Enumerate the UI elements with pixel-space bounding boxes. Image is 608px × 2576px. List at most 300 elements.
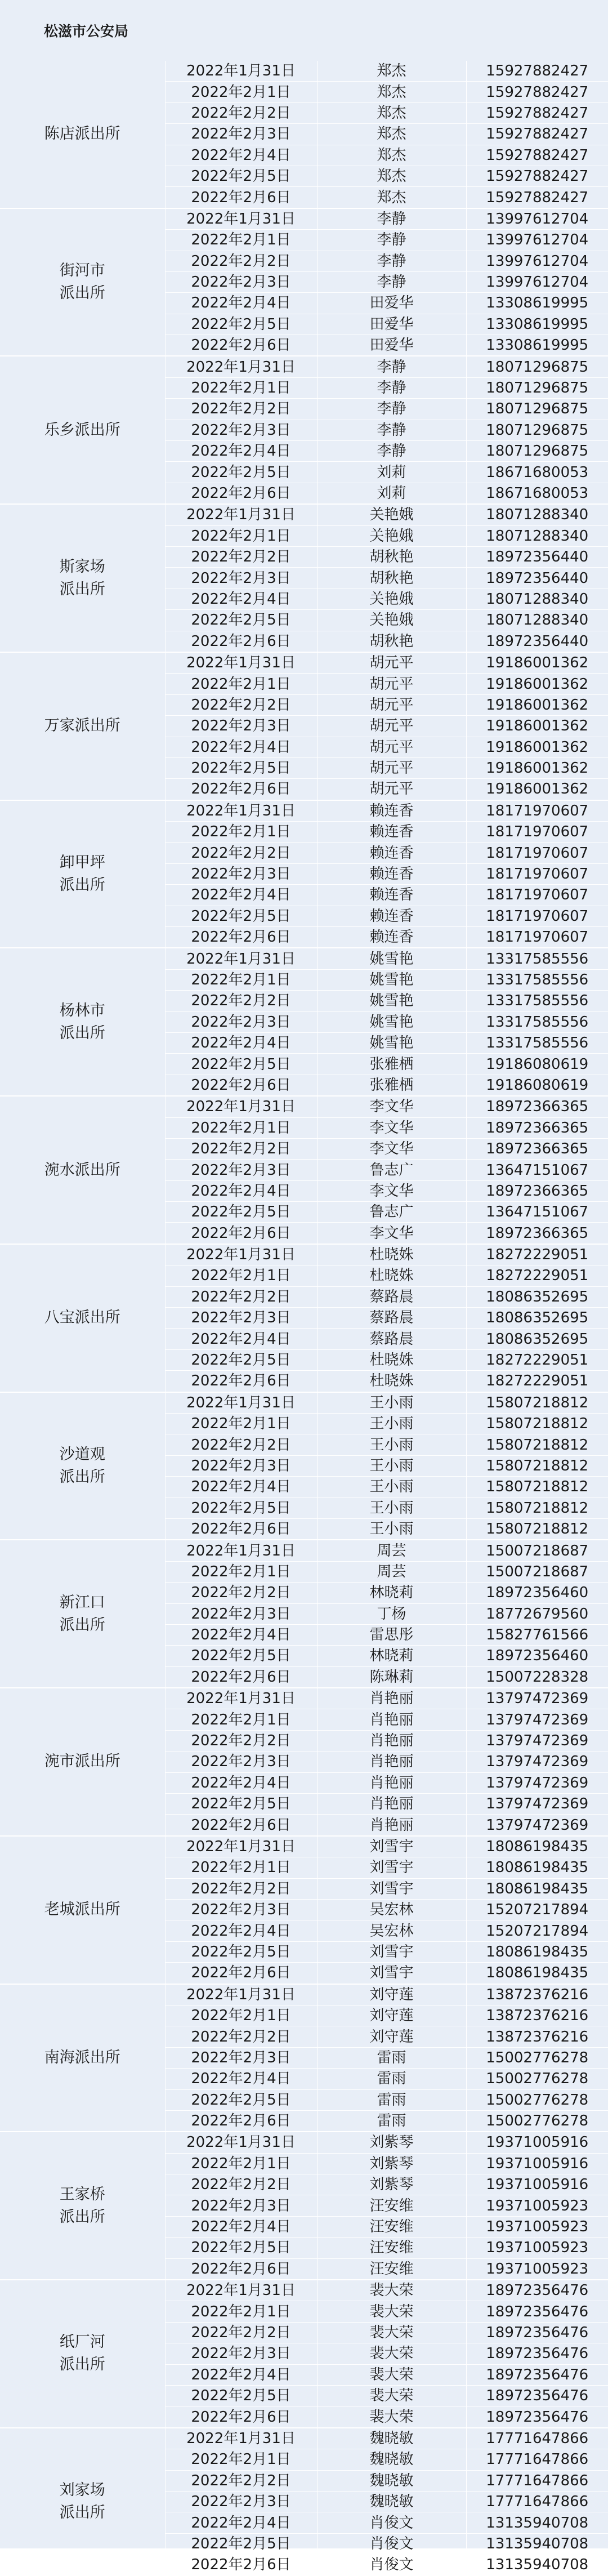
station-name-cell: 万家派出所: [0, 652, 165, 800]
officer-name-cell: 张雅栖: [317, 1075, 466, 1096]
officer-name-cell: 魏晓敏: [317, 2428, 466, 2449]
phone-cell: 18972356440: [466, 631, 608, 652]
officer-name-cell: 陈琳莉: [317, 1666, 466, 1688]
phone-cell: 13647151067: [466, 1160, 608, 1180]
table-row: [0, 1984, 608, 2005]
officer-name-cell: 田爱华: [317, 335, 466, 356]
phone-cell: 18071288340: [466, 525, 608, 546]
phone-cell: 18972356460: [466, 1646, 608, 1666]
officer-name-cell: 刘雪宇: [317, 1941, 466, 1962]
officer-name-cell: 雷思彤: [317, 1624, 466, 1645]
phone-cell: 15807218812: [466, 1414, 608, 1434]
officer-name-cell: 赖连香: [317, 800, 466, 822]
phone-cell: 13135940708: [466, 2512, 608, 2533]
phone-cell: 15002776278: [466, 2047, 608, 2068]
date-cell: 2022年2月3日: [165, 716, 317, 737]
date-cell: 2022年2月5日: [165, 314, 317, 335]
phone-cell: 13797472369: [466, 1751, 608, 1772]
phone-cell: 19186001362: [466, 779, 608, 800]
date-cell: 2022年2月5日: [165, 2533, 317, 2554]
phone-cell: 13872376216: [466, 1984, 608, 2005]
officer-name-cell: 李静: [317, 356, 466, 377]
phone-cell: 13797472369: [466, 1730, 608, 1751]
phone-cell: 18086352695: [466, 1286, 608, 1307]
phone-cell: 17771647866: [466, 2449, 608, 2470]
officer-name-cell: 魏晓敏: [317, 2449, 466, 2470]
date-cell: 2022年2月2日: [165, 1583, 317, 1603]
date-cell: 2022年1月31日: [165, 1688, 317, 1709]
officer-name-cell: 刘雪宇: [317, 1857, 466, 1878]
table-row: [0, 2280, 608, 2301]
date-cell: 2022年2月2日: [165, 2470, 317, 2491]
date-cell: 2022年1月31日: [165, 504, 317, 525]
officer-name-cell: 姚雪艳: [317, 969, 466, 990]
officer-name-cell: 赖连香: [317, 822, 466, 843]
officer-name-cell: 刘守莲: [317, 1984, 466, 2005]
phone-cell: 15807218812: [466, 1518, 608, 1540]
phone-cell: 15927882427: [466, 61, 608, 82]
phone-cell: 18171970607: [466, 863, 608, 884]
phone-cell: 13797472369: [466, 1772, 608, 1793]
officer-name-cell: 李静: [317, 420, 466, 440]
date-cell: 2022年2月6日: [165, 1075, 317, 1096]
phone-cell: 18071296875: [466, 420, 608, 440]
table-row: [0, 1244, 608, 1265]
date-cell: 2022年2月4日: [165, 293, 317, 314]
date-cell: 2022年2月1日: [165, 1857, 317, 1878]
officer-name-cell: 关艳娥: [317, 610, 466, 631]
station-name-cell: 纸厂河 派出所: [0, 2280, 165, 2428]
officer-name-cell: 郑杰: [317, 166, 466, 186]
officer-name-cell: 李文华: [317, 1180, 466, 1201]
phone-cell: 18071296875: [466, 399, 608, 420]
date-cell: 2022年2月4日: [165, 1772, 317, 1793]
officer-name-cell: 李静: [317, 230, 466, 251]
phone-cell: 19371005916: [466, 2132, 608, 2153]
officer-name-cell: 魏晓敏: [317, 2470, 466, 2491]
station-name-cell: 刘家场 派出所: [0, 2428, 165, 2576]
phone-cell: 18671680053: [466, 462, 608, 483]
phone-cell: 18972356460: [466, 1583, 608, 1603]
date-cell: 2022年2月4日: [165, 885, 317, 906]
date-cell: 2022年1月31日: [165, 652, 317, 674]
phone-cell: 15927882427: [466, 82, 608, 102]
duty-table-body: [0, 61, 608, 2575]
date-cell: 2022年2月2日: [165, 399, 317, 420]
officer-name-cell: 刘紫琴: [317, 2153, 466, 2174]
date-cell: 2022年2月5日: [165, 906, 317, 926]
date-cell: 2022年2月3日: [165, 271, 317, 292]
phone-cell: 18086198435: [466, 1941, 608, 1962]
date-cell: 2022年2月3日: [165, 124, 317, 145]
date-cell: 2022年2月4日: [165, 1920, 317, 1941]
phone-cell: 15927882427: [466, 166, 608, 186]
date-cell: 2022年2月1日: [165, 1414, 317, 1434]
date-cell: 2022年2月4日: [165, 1180, 317, 1201]
table-row: [0, 948, 608, 969]
station-name-cell: 乐乡派出所: [0, 356, 165, 504]
date-cell: 2022年2月6日: [165, 927, 317, 948]
date-cell: 2022年2月2日: [165, 843, 317, 863]
phone-cell: 17771647866: [466, 2491, 608, 2512]
officer-name-cell: 胡秋艳: [317, 568, 466, 589]
phone-cell: 13997612704: [466, 208, 608, 230]
phone-cell: 18972356476: [466, 2301, 608, 2322]
officer-name-cell: 雷雨: [317, 2047, 466, 2068]
date-cell: 2022年2月2日: [165, 1878, 317, 1899]
officer-name-cell: 李文华: [317, 1096, 466, 1117]
officer-name-cell: 王小雨: [317, 1455, 466, 1476]
phone-cell: 19186001362: [466, 716, 608, 737]
date-cell: 2022年2月3日: [165, 863, 317, 884]
date-cell: 2022年2月6日: [165, 2258, 317, 2280]
phone-cell: 18171970607: [466, 885, 608, 906]
officer-name-cell: 李静: [317, 377, 466, 398]
officer-name-cell: 姚雪艳: [317, 1032, 466, 1053]
phone-cell: 18086352695: [466, 1308, 608, 1329]
table-row: [0, 1540, 608, 1561]
officer-name-cell: 李静: [317, 271, 466, 292]
date-cell: 2022年2月5日: [165, 462, 317, 483]
phone-cell: 15007228328: [466, 1666, 608, 1688]
date-cell: 2022年1月31日: [165, 948, 317, 969]
date-cell: 2022年2月2日: [165, 1730, 317, 1751]
date-cell: 2022年2月2日: [165, 2322, 317, 2343]
officer-name-cell: 郑杰: [317, 145, 466, 166]
date-cell: 2022年2月2日: [165, 2026, 317, 2047]
date-cell: 2022年2月1日: [165, 1265, 317, 1286]
officer-name-cell: 刘雪宇: [317, 1836, 466, 1857]
date-cell: 2022年2月1日: [165, 377, 317, 398]
table-row: [0, 1836, 608, 1857]
officer-name-cell: 李静: [317, 399, 466, 420]
station-name-cell: 卸甲坪 派出所: [0, 800, 165, 948]
phone-cell: 19186001362: [466, 674, 608, 694]
officer-name-cell: 肖艳丽: [317, 1709, 466, 1730]
officer-name-cell: 雷雨: [317, 2089, 466, 2110]
duty-table: [0, 61, 608, 2576]
phone-cell: 18972366365: [466, 1180, 608, 1201]
date-cell: 2022年2月3日: [165, 1603, 317, 1624]
page-title: 松滋市公安局: [44, 23, 129, 39]
phone-cell: 15807218812: [466, 1434, 608, 1455]
date-cell: 2022年1月31日: [165, 1244, 317, 1265]
officer-name-cell: 郑杰: [317, 102, 466, 123]
phone-cell: 18086198435: [466, 1878, 608, 1899]
officer-name-cell: 雷雨: [317, 2110, 466, 2132]
officer-name-cell: 林晓莉: [317, 1646, 466, 1666]
phone-cell: 18772679560: [466, 1603, 608, 1624]
station-name-cell: 新江口 派出所: [0, 1540, 165, 1688]
date-cell: 2022年1月31日: [165, 2280, 317, 2301]
officer-name-cell: 裴大荣: [317, 2364, 466, 2385]
date-cell: 2022年2月3日: [165, 1160, 317, 1180]
date-cell: 2022年2月2日: [165, 2174, 317, 2195]
phone-cell: 18972356476: [466, 2343, 608, 2364]
phone-cell: 18086198435: [466, 1963, 608, 1984]
phone-cell: 15207217894: [466, 1899, 608, 1920]
officer-name-cell: 肖俊文: [317, 2555, 466, 2576]
date-cell: 2022年2月4日: [165, 145, 317, 166]
date-cell: 2022年2月3日: [165, 2491, 317, 2512]
officer-name-cell: 张雅栖: [317, 1054, 466, 1075]
officer-name-cell: 胡元平: [317, 737, 466, 757]
date-cell: 2022年2月4日: [165, 2069, 317, 2089]
phone-cell: 18972366365: [466, 1117, 608, 1138]
officer-name-cell: 关艳娥: [317, 589, 466, 609]
date-cell: 2022年1月31日: [165, 61, 317, 82]
date-cell: 2022年2月5日: [165, 1941, 317, 1962]
station-name-cell: 斯家场 派出所: [0, 504, 165, 652]
officer-name-cell: 裴大荣: [317, 2280, 466, 2301]
officer-name-cell: 关艳娥: [317, 525, 466, 546]
phone-cell: 18972356440: [466, 546, 608, 567]
date-cell: 2022年2月5日: [165, 757, 317, 778]
date-cell: 2022年2月1日: [165, 525, 317, 546]
phone-cell: 13797472369: [466, 1794, 608, 1815]
date-cell: 2022年1月31日: [165, 1540, 317, 1561]
phone-cell: 18086198435: [466, 1857, 608, 1878]
phone-cell: 18972356476: [466, 2322, 608, 2343]
phone-cell: 18272229051: [466, 1349, 608, 1370]
phone-cell: 18086352695: [466, 1329, 608, 1349]
phone-cell: 18972356476: [466, 2364, 608, 2385]
officer-name-cell: 胡秋艳: [317, 631, 466, 652]
phone-cell: 15207217894: [466, 1920, 608, 1941]
phone-cell: 18071288340: [466, 504, 608, 525]
station-name-cell: 涴水派出所: [0, 1096, 165, 1244]
officer-name-cell: 肖艳丽: [317, 1772, 466, 1793]
phone-cell: 19371005923: [466, 2195, 608, 2216]
date-cell: 2022年2月6日: [165, 483, 317, 504]
phone-cell: 15927882427: [466, 187, 608, 208]
officer-name-cell: 李文华: [317, 1117, 466, 1138]
officer-name-cell: 田爱华: [317, 314, 466, 335]
officer-name-cell: 吴宏林: [317, 1920, 466, 1941]
table-row: [0, 504, 608, 525]
phone-cell: 13308619995: [466, 293, 608, 314]
officer-name-cell: 胡秋艳: [317, 546, 466, 567]
table-row: [0, 2428, 608, 2449]
table-row: [0, 1392, 608, 1414]
phone-cell: 13135940708: [466, 2533, 608, 2554]
officer-name-cell: 刘守莲: [317, 2026, 466, 2047]
phone-cell: 13135940708: [466, 2555, 608, 2576]
phone-cell: 15807218812: [466, 1498, 608, 1518]
date-cell: 2022年2月3日: [165, 1455, 317, 1476]
date-cell: 2022年2月2日: [165, 1138, 317, 1159]
officer-name-cell: 肖俊文: [317, 2533, 466, 2554]
date-cell: 2022年2月4日: [165, 2364, 317, 2385]
officer-name-cell: 杜晓姝: [317, 1244, 466, 1265]
officer-name-cell: 裴大荣: [317, 2406, 466, 2428]
date-cell: 2022年2月4日: [165, 737, 317, 757]
officer-name-cell: 鲁志广: [317, 1202, 466, 1223]
date-cell: 2022年2月1日: [165, 969, 317, 990]
phone-cell: 19371005916: [466, 2174, 608, 2195]
phone-cell: 18071288340: [466, 610, 608, 631]
officer-name-cell: 王小雨: [317, 1414, 466, 1434]
station-name-cell: 涴市派出所: [0, 1688, 165, 1836]
officer-name-cell: 郑杰: [317, 187, 466, 208]
phone-cell: 13872376216: [466, 2005, 608, 2026]
station-name-cell: 陈店派出所: [0, 61, 165, 208]
officer-name-cell: 蔡路晨: [317, 1329, 466, 1349]
officer-name-cell: 鲁志广: [317, 1160, 466, 1180]
date-cell: 2022年2月2日: [165, 991, 317, 1011]
phone-cell: 18171970607: [466, 927, 608, 948]
table-row: [0, 652, 608, 674]
date-cell: 2022年2月6日: [165, 1963, 317, 1984]
date-cell: 2022年2月5日: [165, 1646, 317, 1666]
station-name-cell: 沙道观 派出所: [0, 1392, 165, 1540]
table-row: [0, 1096, 608, 1117]
date-cell: 2022年2月1日: [165, 2005, 317, 2026]
phone-cell: 17771647866: [466, 2470, 608, 2491]
phone-cell: 18071288340: [466, 589, 608, 609]
officer-name-cell: 胡元平: [317, 716, 466, 737]
phone-cell: 19371005916: [466, 2153, 608, 2174]
officer-name-cell: 胡元平: [317, 757, 466, 778]
officer-name-cell: 李静: [317, 208, 466, 230]
table-row: [0, 800, 608, 822]
date-cell: 2022年2月6日: [165, 2406, 317, 2428]
date-cell: 2022年2月1日: [165, 674, 317, 694]
officer-name-cell: 汪安维: [317, 2258, 466, 2280]
officer-name-cell: 李文华: [317, 1223, 466, 1244]
phone-cell: 18171970607: [466, 800, 608, 822]
phone-cell: 13647151067: [466, 1202, 608, 1223]
officer-name-cell: 肖俊文: [317, 2512, 466, 2533]
date-cell: 2022年2月5日: [165, 1794, 317, 1815]
phone-cell: 18272229051: [466, 1371, 608, 1392]
phone-cell: 19371005923: [466, 2258, 608, 2280]
officer-name-cell: 魏晓敏: [317, 2491, 466, 2512]
phone-cell: 13317585556: [466, 991, 608, 1011]
officer-name-cell: 肖艳丽: [317, 1815, 466, 1836]
officer-name-cell: 郑杰: [317, 82, 466, 102]
officer-name-cell: 王小雨: [317, 1392, 466, 1414]
date-cell: 2022年2月4日: [165, 441, 317, 462]
officer-name-cell: 蔡路晨: [317, 1308, 466, 1329]
officer-name-cell: 肖艳丽: [317, 1688, 466, 1709]
officer-name-cell: 赖连香: [317, 843, 466, 863]
phone-cell: 13317585556: [466, 969, 608, 990]
phone-cell: 18972356476: [466, 2385, 608, 2406]
date-cell: 2022年1月31日: [165, 1096, 317, 1117]
date-cell: 2022年2月2日: [165, 251, 317, 271]
date-cell: 2022年2月1日: [165, 822, 317, 843]
officer-name-cell: 汪安维: [317, 2216, 466, 2237]
officer-name-cell: 林晓莉: [317, 1583, 466, 1603]
officer-name-cell: 刘莉: [317, 483, 466, 504]
phone-cell: 13317585556: [466, 1032, 608, 1053]
date-cell: 2022年2月6日: [165, 1518, 317, 1540]
date-cell: 2022年2月5日: [165, 1349, 317, 1370]
officer-name-cell: 关艳娥: [317, 504, 466, 525]
phone-cell: 18671680053: [466, 483, 608, 504]
date-cell: 2022年1月31日: [165, 1836, 317, 1857]
officer-name-cell: 刘紫琴: [317, 2174, 466, 2195]
station-name-cell: 王家桥 派出所: [0, 2132, 165, 2280]
table-row: [0, 1688, 608, 1709]
officer-name-cell: 王小雨: [317, 1498, 466, 1518]
officer-name-cell: 姚雪艳: [317, 948, 466, 969]
date-cell: 2022年2月6日: [165, 2110, 317, 2132]
officer-name-cell: 肖艳丽: [317, 1751, 466, 1772]
station-name-cell: 南海派出所: [0, 1984, 165, 2132]
officer-name-cell: 王小雨: [317, 1477, 466, 1498]
page-header: [0, 0, 608, 61]
officer-name-cell: 胡元平: [317, 779, 466, 800]
phone-cell: 18272229051: [466, 1244, 608, 1265]
phone-cell: 19186001362: [466, 694, 608, 715]
date-cell: 2022年2月5日: [165, 1202, 317, 1223]
officer-name-cell: 肖艳丽: [317, 1794, 466, 1815]
phone-cell: 15927882427: [466, 124, 608, 145]
date-cell: 2022年1月31日: [165, 800, 317, 822]
date-cell: 2022年2月6日: [165, 1371, 317, 1392]
phone-cell: 19186080619: [466, 1075, 608, 1096]
table-row: [0, 208, 608, 230]
officer-name-cell: 赖连香: [317, 863, 466, 884]
date-cell: 2022年2月3日: [165, 2343, 317, 2364]
officer-name-cell: 丁杨: [317, 1603, 466, 1624]
phone-cell: 18272229051: [466, 1265, 608, 1286]
phone-cell: 19186001362: [466, 652, 608, 674]
phone-cell: 15007218687: [466, 1561, 608, 1582]
phone-cell: 18171970607: [466, 822, 608, 843]
date-cell: 2022年2月1日: [165, 230, 317, 251]
phone-cell: 13872376216: [466, 2026, 608, 2047]
officer-name-cell: 肖艳丽: [317, 1730, 466, 1751]
phone-cell: 19186001362: [466, 737, 608, 757]
date-cell: 2022年2月3日: [165, 1899, 317, 1920]
date-cell: 2022年2月3日: [165, 2047, 317, 2068]
phone-cell: 13997612704: [466, 230, 608, 251]
date-cell: 2022年2月6日: [165, 631, 317, 652]
station-name-cell: 杨林市 派出所: [0, 948, 165, 1096]
date-cell: 2022年2月5日: [165, 1054, 317, 1075]
date-cell: 2022年2月4日: [165, 589, 317, 609]
phone-cell: 13317585556: [466, 1011, 608, 1032]
date-cell: 2022年2月4日: [165, 1329, 317, 1349]
phone-cell: 18972356440: [466, 568, 608, 589]
officer-name-cell: 郑杰: [317, 61, 466, 82]
phone-cell: 15807218812: [466, 1392, 608, 1414]
phone-cell: 18071296875: [466, 377, 608, 398]
date-cell: 2022年2月6日: [165, 187, 317, 208]
date-cell: 2022年2月1日: [165, 1709, 317, 1730]
phone-cell: 15927882427: [466, 102, 608, 123]
date-cell: 2022年2月6日: [165, 1815, 317, 1836]
officer-name-cell: 刘守莲: [317, 2005, 466, 2026]
station-name-cell: 八宝派出所: [0, 1244, 165, 1392]
date-cell: 2022年2月3日: [165, 1011, 317, 1032]
officer-name-cell: 周芸: [317, 1540, 466, 1561]
phone-cell: 15827761566: [466, 1624, 608, 1645]
officer-name-cell: 赖连香: [317, 927, 466, 948]
date-cell: 2022年2月5日: [165, 166, 317, 186]
phone-cell: 18972356476: [466, 2280, 608, 2301]
phone-cell: 18071296875: [466, 441, 608, 462]
date-cell: 2022年2月6日: [165, 335, 317, 356]
date-cell: 2022年2月5日: [165, 2089, 317, 2110]
officer-name-cell: 李文华: [317, 1138, 466, 1159]
phone-cell: 18972366365: [466, 1096, 608, 1117]
officer-name-cell: 王小雨: [317, 1434, 466, 1455]
officer-name-cell: 刘雪宇: [317, 1963, 466, 1984]
